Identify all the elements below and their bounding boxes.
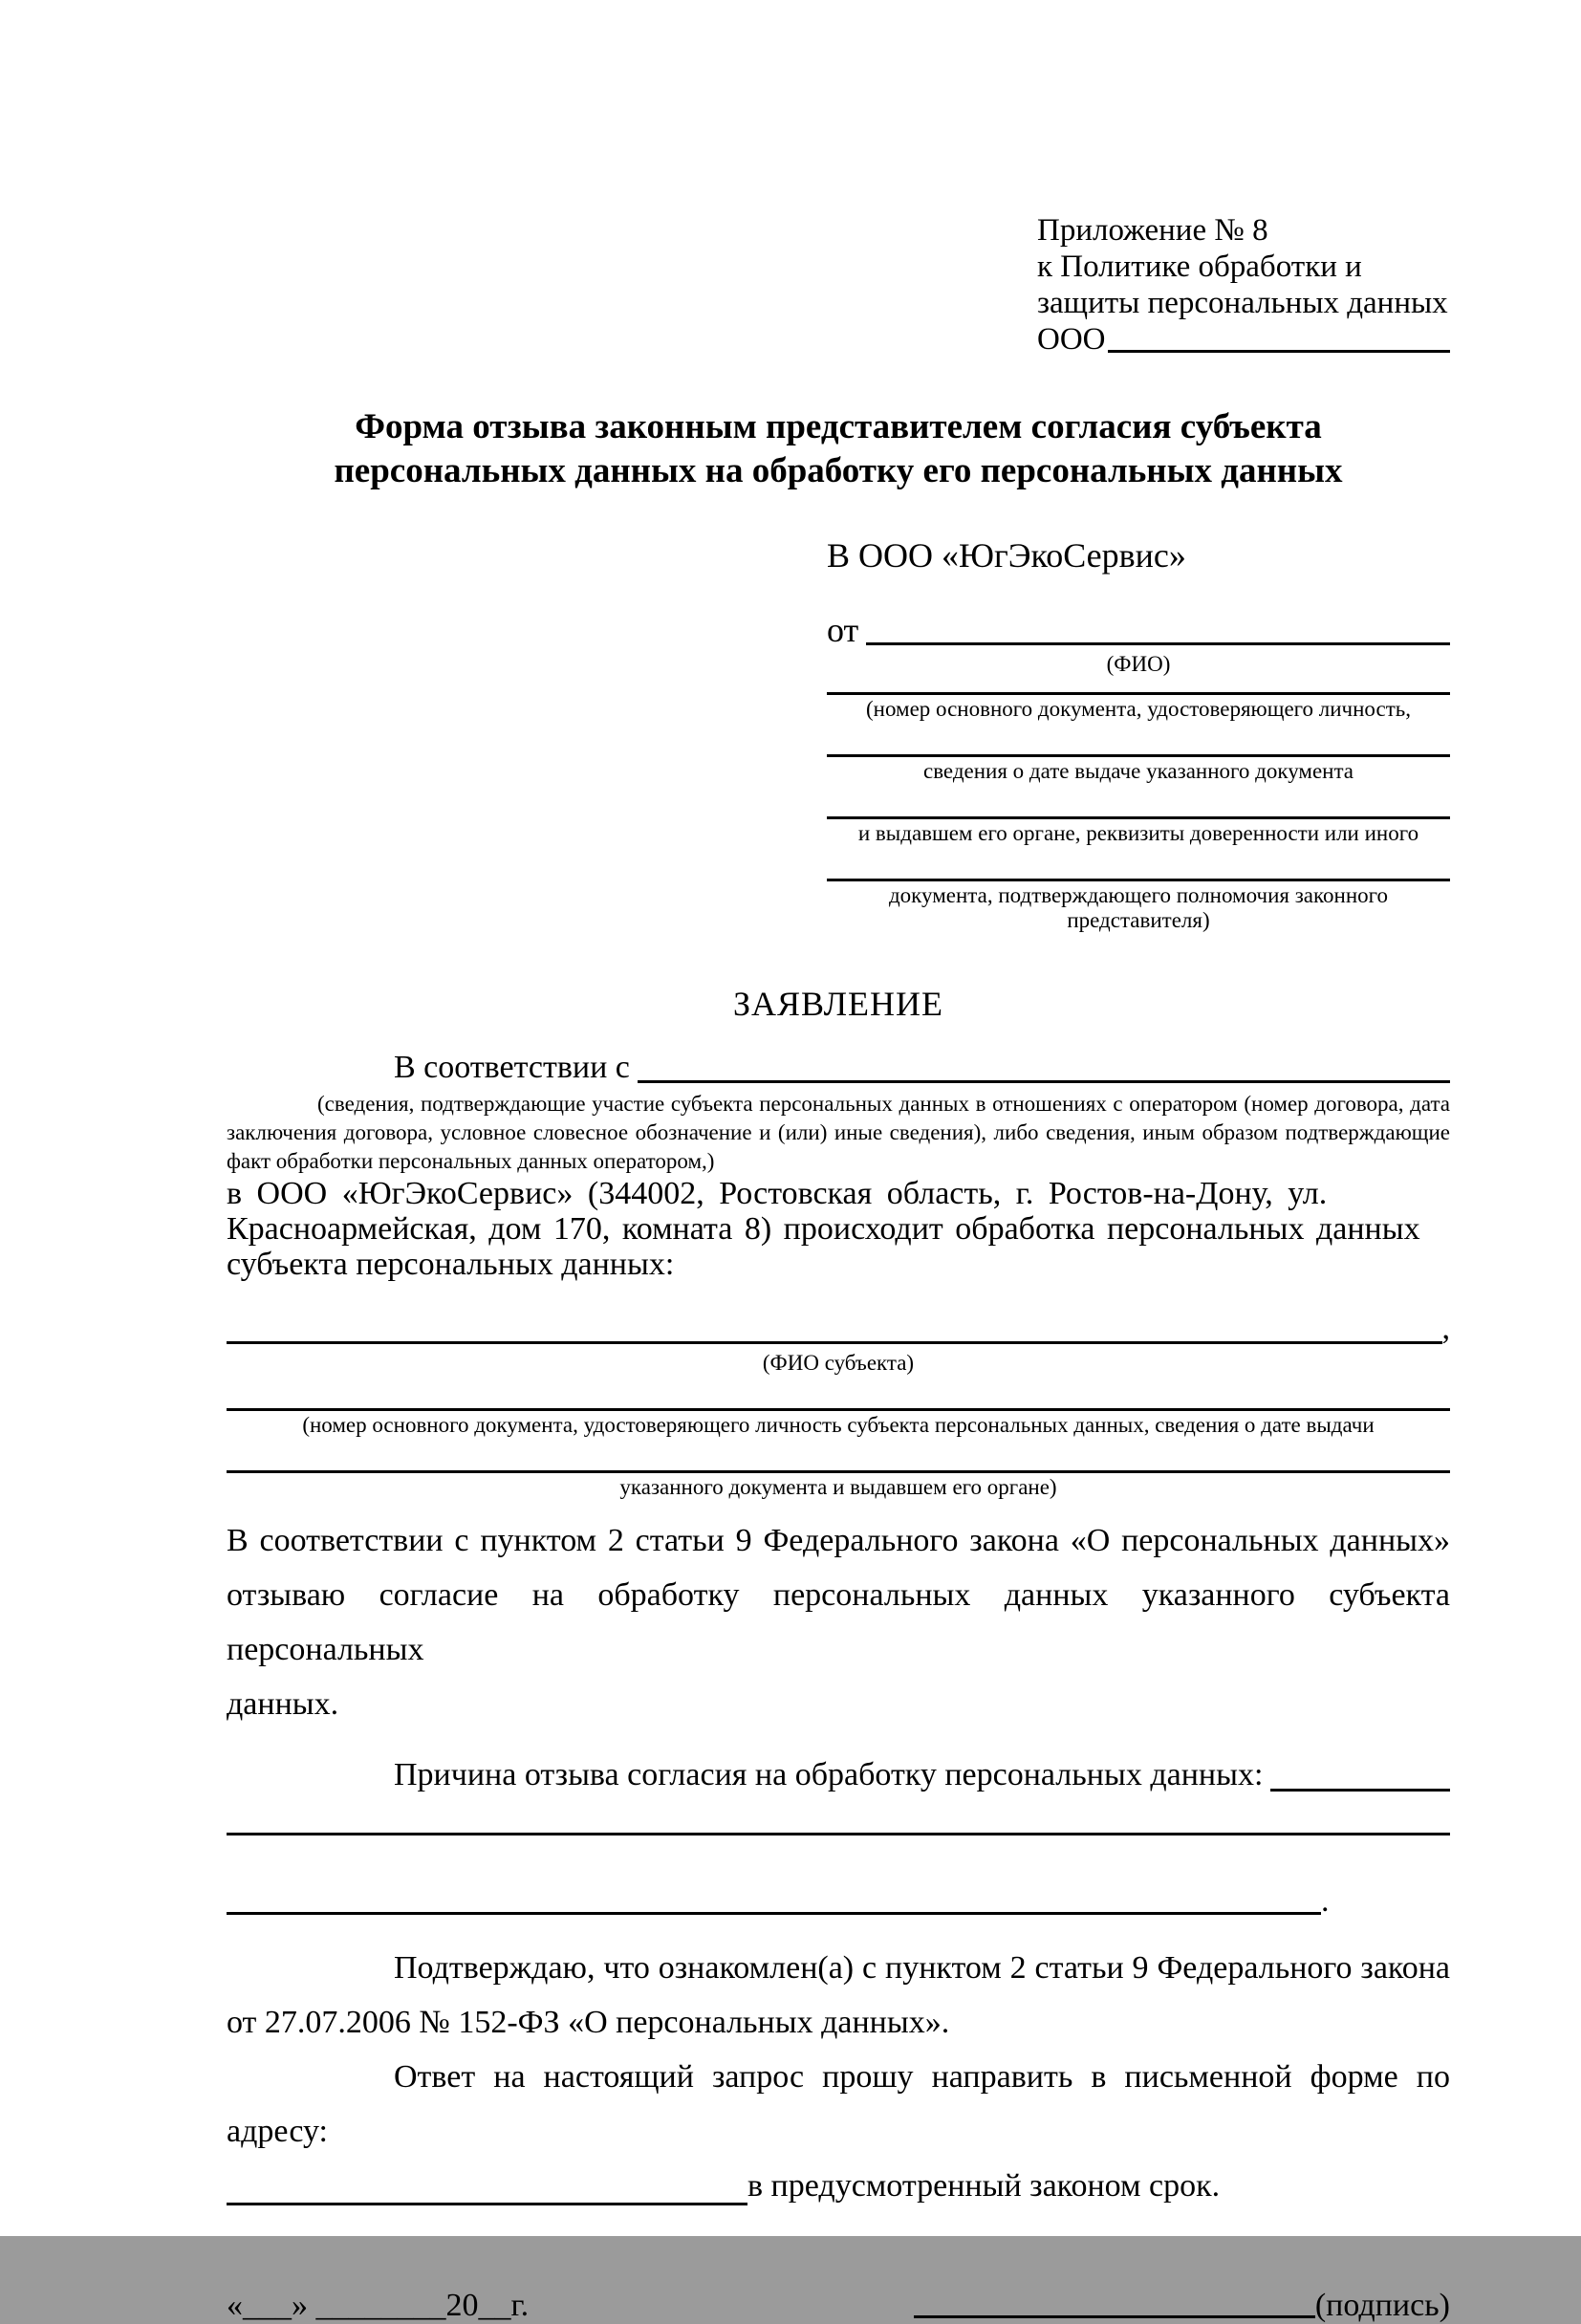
addressee-block [827,535,1450,933]
reply-address-blank-line [227,2203,747,2205]
subject-doc-caption-2: указанного документа и выдавшем его органе) [619,1475,1057,1499]
operator-line-3: субъекта персональных данных: [227,1247,675,1282]
representative-doc-blank-line-3 [827,816,1450,819]
ooo-label: ООО [1037,322,1106,357]
title-line-1: Форма отзыва законным представителем согласия субъекта [355,407,1322,446]
confirm-line-1: Подтверждаю, что ознакомлен(а) с пунктом 2 статьи 9 Федерального закона [394,1950,1450,1986]
subject-fio-comma: , [1441,1311,1450,1346]
operator-line-2: Красноармейская, дом 170, комната 8) происходит обработка персональных данных [227,1211,1420,1247]
confirm-paragraph [227,1941,1450,2050]
representative-doc-caption-4: документа, подтверждающего полномочия законного представителя) [888,883,1388,932]
reply-line-1: Ответ на настоящий запрос прошу направить в письменной форме по адресу: [227,2059,1450,2149]
reason-blank-line-2 [227,1833,1450,1835]
withdrawal-line-2: отзываю согласие на обработку персональных данных указанного субъекта персональных [227,1577,1450,1667]
document-title [227,405,1450,493]
date-line: «___» ________20__г. [227,2288,530,2323]
ooo-blank-line [1108,350,1451,353]
signature-blank-line [914,2315,1315,2318]
subject-doc-blank-line-2 [227,1470,1450,1473]
operator-line-1: в ООО «ЮгЭкоСервис» (344002, Ростовская область, г. Ростов-на-Дону, ул. [227,1176,1328,1211]
appendix-policy-line-1: к Политике обработки и [1037,250,1362,284]
signature-caption: (подпись) [1314,2288,1450,2323]
from-blank-line [866,642,1450,645]
signature-group [914,2288,1450,2324]
statement-heading: ЗАЯВЛЕНИЕ [732,985,944,1023]
from-label: от [827,611,859,649]
appendix-ooo-row [1037,321,1450,358]
reason-blank-line [1270,1789,1450,1792]
representative-doc-caption-3: и выдавшем его органе, реквизиты доверенности или иного [857,821,1419,845]
withdrawal-paragraph [227,1513,1450,1731]
representative-doc-caption-2: сведения о дате выдаче указанного документа [922,759,1354,783]
from-row [827,610,1450,650]
appendix-number: Приложение № 8 [1037,213,1268,248]
reply-paragraph [227,2050,1450,2213]
representative-doc-caption-1: (номер основного документа, удостоверяющего личность, [865,697,1411,721]
intro-blank-line [638,1080,1450,1083]
subject-doc-caption-1: (номер основного документа, удостоверяющего личность субъекта персональных данных, сведения о дате выдачи [302,1413,1375,1437]
reason-blank-row-3 [227,1883,1450,1920]
fio-caption: (ФИО) [1106,652,1171,676]
intro-row [227,1048,1450,1088]
subject-fio-blank-line [227,1341,1442,1344]
addressee-to: В ООО «ЮгЭкоСервис» [827,536,1186,575]
representative-doc-blank-line-2 [827,754,1450,757]
intro-fine-print: (сведения, подтверждающие участие субъекта персональных данных в отношениях с оператором (номер договора, дата заключения договора, условное словесное обозначение и (или) иные сведения), либо сведения, иным образом подтверждающие факт обработки персональных данных оператором,) [227,1092,1450,1173]
reply-suffix: в предусмотренный законом срок. [747,2168,1221,2204]
subject-fio-row [227,1309,1450,1349]
subject-doc-blank-line-1 [227,1408,1450,1411]
representative-doc-blank-line-1 [827,692,1450,695]
reply-line-2 [227,2159,1450,2213]
intro-prefix: В соответствии с [394,1050,630,1085]
footer-row [227,2288,1450,2324]
title-line-2: персональных данных на обработку его персональных данных [334,451,1343,490]
appendix-policy-line-2: защиты персональных данных [1037,286,1448,320]
subject-fio-caption: (ФИО субъекта) [762,1351,915,1375]
confirm-line-2: от 27.07.2006 № 152-ФЗ «О персональных данных». [227,2005,950,2040]
appendix-header [1037,212,1450,358]
representative-doc-blank-line-4 [827,879,1450,881]
reason-row [227,1754,1450,1796]
withdrawal-line-3: данных. [227,1686,339,1722]
reason-period: . [1321,1883,1330,1919]
withdrawal-line-1: В соответствии с пунктом 2 статьи 9 Федерального закона «О персональных данных» [227,1523,1450,1558]
reason-blank-line-3 [227,1912,1321,1915]
reason-prefix: Причина отзыва согласия на обработку персональных данных: [394,1757,1264,1792]
operator-paragraph [227,1176,1450,1282]
